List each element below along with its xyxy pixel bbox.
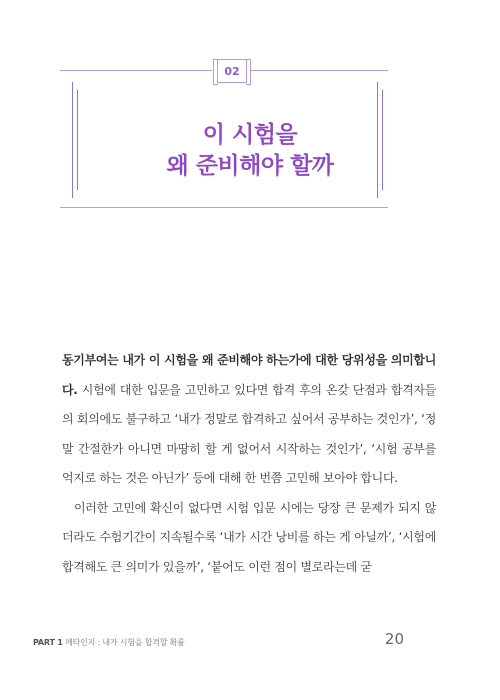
footer-section-title: 메타인지 : 내가 시험을 합격할 확률 [65,638,185,647]
header-top-rule [60,70,212,71]
chapter-number-badge: 02 [217,59,247,83]
running-footer [33,637,185,648]
body-text [62,346,436,582]
header-bottom-rule [60,207,388,208]
footer-part-label: PART 1 [33,638,63,647]
chapter-title-line-2: 왜 준비해야 할까 [166,153,334,179]
header-top-rule [250,70,388,71]
page-number: 20 [384,630,404,648]
paragraph-1-text: 시험에 대한 입문을 고민하고 있다면 합격 후의 온갖 단점과 합격자들의 회의에도 불구하고 ‘내가 정말로 합격하고 싶어서 공부하는 것인가’, ‘정말 간절한가 아니면 마땅히 할 게 없어서 시작하는 것인가’, ‘시험 공부를 억지로 하는 것은 아닌가’ 등에 대해 한 번쯤 고민해 보아야 합니다. [62,382,436,485]
paragraph-1 [62,346,436,494]
paragraph-2: 이러한 고민에 확신이 없다면 시험 입문 시에는 당장 큰 문제가 되지 않더라도 수험기간이 지속될수록 ‘내가 시간 낭비를 하는 게 아닐까’, ‘시험에 합격해도 큰 의미가 있을까’, ‘붙어도 이런 점이 별로라는데 굳 [62,500,436,574]
chapter-title-line-1: 이 시험을 [202,122,298,148]
lead-sentence: 동기부여는 내가 이 시험을 왜 준비해야 하는가에 대한 당위성을 의미합니다. [62,353,436,397]
